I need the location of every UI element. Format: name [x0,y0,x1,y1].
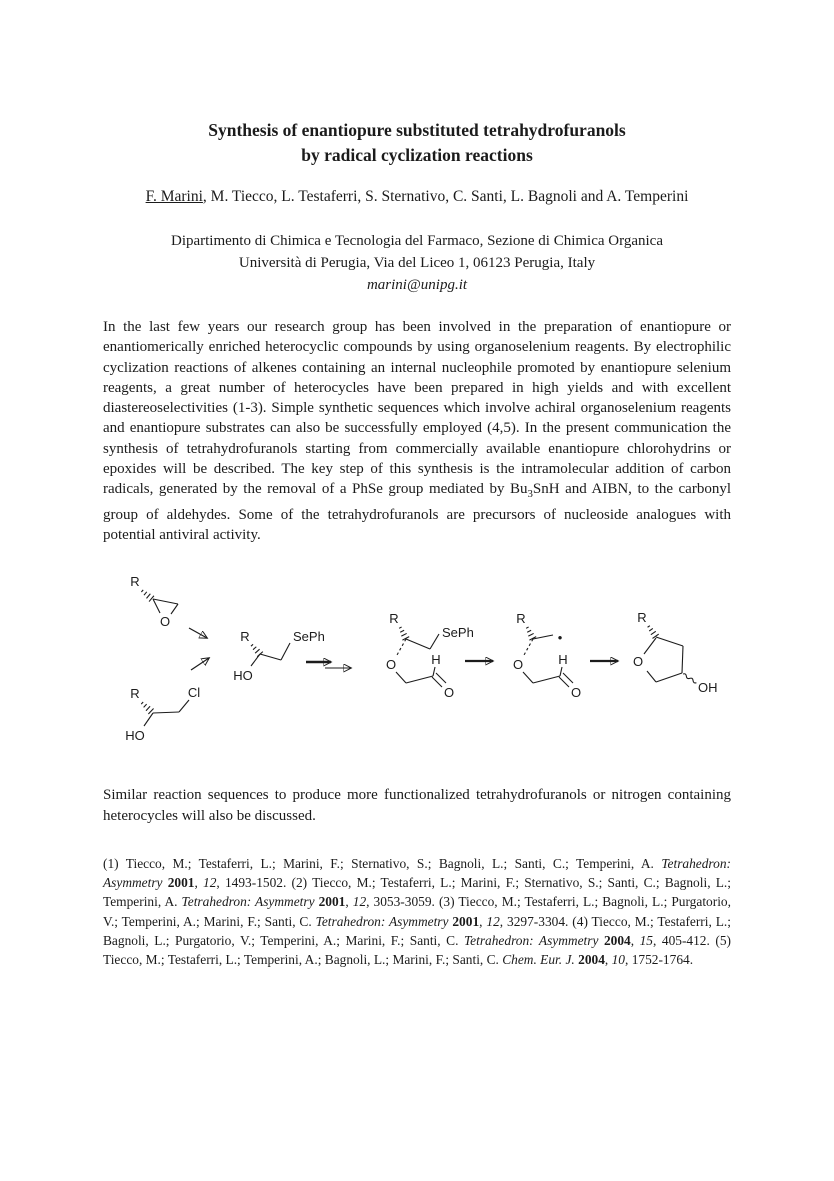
atom-label-Cl: Cl [187,685,201,701]
abstract-paragraph-2: Similar reaction sequences to produce more functionalized tetrahydrofuranols or nitrogen containing heterocycles will also be discussed. [103,787,731,824]
atom-label-R: R [516,611,526,627]
references-block: (1) Tiecco, M.; Testaferri, L.; Marini, F.; Sternativo, S.; Bagnoli, L.; Santi, C.; Temperini, A. Tetrahedron: Asymmetry 2001, 12, 1493-1502. (2) Tiecco, M.; Testaferri, L.; Marini, F.; Sternativo, S.; Santi, C.; Bagnoli, L.; Temperini, A. Tetrahedron: Asymmetry 2001, 12, 3053-3059. (3) Tiecco, M.; Testaferri, L.; Bagnoli, L.; Purgatorio, V.; Temperini, A.; Marini, F.; Santi, C. Tetrahedron: Asymmetry 2001, 12, 3297-3304. (4) Tiecco, M.; Testaferri, L.; Bagnoli, L.; Purgatorio, V.; Temperini, A.; Marini, F.; Santi, C. Tetrahedron: Asymmetry 2004, 15, 405-412. (5) Tiecco, M.; Testaferri, L.; Temperini, A.; Bagnoli, L.; Marini, F.; Santi, C. Chem. Eur. J. 2004, 10, 1752-1764. [103,855,731,968]
hashed-wedge-bond [397,626,409,640]
atom-label-R: R [130,686,140,702]
paper-title [103,118,731,168]
atom-label-O: O [385,657,397,673]
affiliation-block [103,230,731,296]
arrow-from-epoxide [189,628,207,638]
atom-label-HO: HO [233,668,253,684]
atom-label-SePh: SePh [293,629,325,645]
molecule-seleno-aldehyde [386,611,474,700]
atom-label-R: R [389,611,399,627]
affiliation-line2: Università di Perugia, Via del Liceo 1, 06123 Perugia, Italy [238,255,596,271]
molecule-epoxide [130,574,178,629]
hashed-wedge-bond [140,701,154,715]
atom-label-O: O [632,654,644,670]
paper-title-line1: Synthesis of enantiopure substituted tetrahydrofuranols [208,120,626,140]
authors-line: F. Marini, M. Tiecco, L. Testaferri, S. Sternativo, C. Santi, L. Bagnoli and A. Temperini [145,188,689,205]
atom-label-O: O [443,685,455,701]
author-email: marini@unipg.it [366,277,468,293]
molecule-hydroxy-selenide [233,629,325,683]
atom-label-H: H [431,652,441,668]
atom-label-HO: HO [125,728,145,744]
molecule-tetrahydrofuranol [633,610,718,695]
reaction-scheme-figure [103,561,731,761]
atom-label-SePh: SePh [442,625,474,641]
hashed-wedge-bond [646,625,659,639]
converging-arrows [189,628,209,670]
reaction-scheme-svg [103,561,731,761]
abstract-paragraph-1: In the last few years our research group has been involved in the preparation of enantiopure or enantiomerically enriched heterocyclic compounds by using organoselenium reagents. By electrophilic cyclization reactions of alkenes containing an internal nucleophile promoted by enantiopure selenium reagents, a great number of heterocycles have been prepared in high yields and with excellent diastereoselectivities (1-3). Simple synthetic sequences which involve achiral organoselenium reagents and enantiopure substrates can also be successfully employed (4,5). In the present communication the synthesis of tetrahydrofuranols starting from commercially available enantiopure chlorohydrins or epoxides will be described. The key step of this synthesis is the intramolecular addition of carbon radicals, generated by the removal of a PhSe group mediated by $Bu_3SnH$ and AIBN, to the carbonyl group of aldehydes. Some of the tetrahydrofuranols are precursors of nucleoside analogues with potential antiviral activity. [103,319,731,543]
paper-title-line2: by radical cyclization reactions [301,145,533,165]
atom-label-R: R [240,629,250,645]
radical-dot: • [557,630,563,646]
affiliation-line1: Dipartimento di Chimica e Tecnologia del Farmaco, Sezione di Chimica Organica [170,233,663,249]
arrow-from-chlorohydrin [191,658,209,670]
atom-label-O: O [570,685,582,701]
hashed-wedge-bond [524,626,536,640]
hashed-wedge-bond [140,588,154,602]
double-reaction-arrow [306,662,351,668]
atom-label-O: O [512,657,524,673]
atom-label-R: R [130,574,140,590]
molecule-chlorohydrin [125,685,200,743]
squiggly-bond [682,673,697,684]
atom-label-R: R [637,610,647,626]
molecule-carbon-radical [513,611,581,700]
atom-label-H: H [558,652,568,668]
atom-label-OH: OH [698,680,718,696]
atom-label-O: O [159,614,171,630]
